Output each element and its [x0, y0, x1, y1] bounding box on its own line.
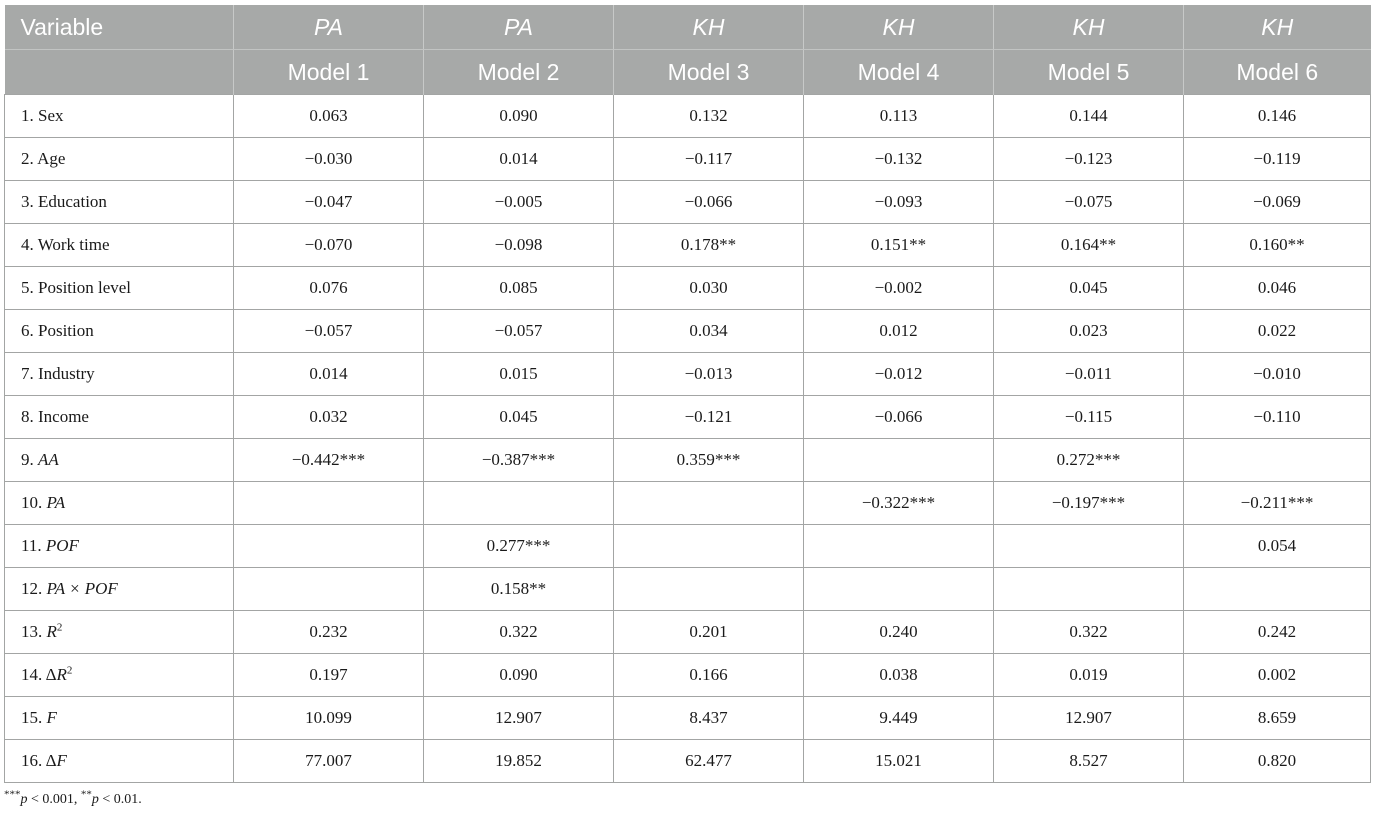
table-cell: 0.032 — [234, 396, 424, 439]
table-cell: 0.359*** — [614, 439, 804, 482]
table-cell: −0.066 — [614, 181, 804, 224]
row-variable: R — [46, 622, 57, 641]
table-cell: −0.070 — [234, 224, 424, 267]
table-cell: −0.197*** — [994, 482, 1184, 525]
table-cell: 0.090 — [424, 654, 614, 697]
table-cell: 8.437 — [614, 697, 804, 740]
table-cell — [614, 525, 804, 568]
row-number: 12. — [21, 579, 43, 598]
table-cell: −0.057 — [424, 310, 614, 353]
row-number: 5. — [21, 278, 34, 297]
table-cell: 0.322 — [424, 611, 614, 654]
row-variable: Sex — [38, 106, 64, 125]
table-cell: 8.659 — [1184, 697, 1371, 740]
header-variable: Variable — [5, 5, 234, 50]
table-cell: 0.164** — [994, 224, 1184, 267]
table-cell: 0.019 — [994, 654, 1184, 697]
table-row — [5, 353, 1371, 396]
table-cell: 0.322 — [994, 611, 1184, 654]
table-cell: 0.045 — [994, 267, 1184, 310]
row-number: 6. — [21, 321, 34, 340]
header-dv-1: PA — [234, 5, 424, 50]
table-cell: −0.119 — [1184, 138, 1371, 181]
row-number: 2. — [21, 149, 34, 168]
table-cell: 0.090 — [424, 95, 614, 138]
row-label — [5, 181, 234, 224]
table-cell: 10.099 — [234, 697, 424, 740]
table-cell: 62.477 — [614, 740, 804, 783]
row-var-prefix: Δ — [45, 751, 57, 770]
table-cell — [614, 568, 804, 611]
table-cell: 9.449 — [804, 697, 994, 740]
table-cell: −0.010 — [1184, 353, 1371, 396]
table-row — [5, 654, 1371, 697]
header-dv-5: KH — [994, 5, 1184, 50]
table-cell: 0.158** — [424, 568, 614, 611]
table-cell: −0.093 — [804, 181, 994, 224]
row-number: 8. — [21, 407, 34, 426]
header-model-3: Model 3 — [614, 50, 804, 95]
table-cell: 15.021 — [804, 740, 994, 783]
table-cell: 0.160** — [1184, 224, 1371, 267]
row-var-superscript: 2 — [56, 621, 63, 634]
footnote-p-1: p — [20, 792, 28, 807]
table-cell: 0.166 — [614, 654, 804, 697]
table-cell: 0.014 — [234, 353, 424, 396]
header-model-4: Model 4 — [804, 50, 994, 95]
table-cell: −0.030 — [234, 138, 424, 181]
row-number: 7. — [21, 364, 34, 383]
row-label — [5, 224, 234, 267]
table-cell: 0.022 — [1184, 310, 1371, 353]
row-variable: PA — [46, 493, 66, 512]
header-dv-3: KH — [614, 5, 804, 50]
table-cell: 0.034 — [614, 310, 804, 353]
table-cell: 0.030 — [614, 267, 804, 310]
table-header — [5, 5, 1371, 95]
table-cell: 0.151** — [804, 224, 994, 267]
regression-table — [4, 5, 1371, 783]
table-cell: 0.240 — [804, 611, 994, 654]
header-model-5: Model 5 — [994, 50, 1184, 95]
table-cell: 0.113 — [804, 95, 994, 138]
row-variable: Age — [37, 149, 66, 168]
table-row — [5, 482, 1371, 525]
footnote-threshold-2: < 0.01. — [98, 792, 142, 807]
table-cell: −0.075 — [994, 181, 1184, 224]
row-label — [5, 740, 234, 783]
table-body — [5, 95, 1371, 783]
row-variable: POF — [45, 536, 79, 555]
table-cell: 0.146 — [1184, 95, 1371, 138]
table-cell — [424, 482, 614, 525]
table-cell: 0.063 — [234, 95, 424, 138]
row-label — [5, 439, 234, 482]
table-cell: −0.115 — [994, 396, 1184, 439]
row-number: 16. — [21, 751, 43, 770]
row-number: 1. — [21, 106, 34, 125]
row-var-prefix: Δ — [45, 665, 57, 684]
table-cell: 0.046 — [1184, 267, 1371, 310]
row-label — [5, 525, 234, 568]
table-cell: 0.085 — [424, 267, 614, 310]
table-row — [5, 525, 1371, 568]
table-row — [5, 568, 1371, 611]
table-cell — [234, 525, 424, 568]
table-cell: 0.012 — [804, 310, 994, 353]
table-cell: −0.442*** — [234, 439, 424, 482]
table-cell: 0.197 — [234, 654, 424, 697]
table-cell — [804, 439, 994, 482]
table-cell: −0.012 — [804, 353, 994, 396]
header-model-2: Model 2 — [424, 50, 614, 95]
row-variable: R — [56, 665, 67, 684]
table-footnote — [4, 788, 142, 808]
table-cell: −0.005 — [424, 181, 614, 224]
table-cell: −0.047 — [234, 181, 424, 224]
table-cell: 77.007 — [234, 740, 424, 783]
table-row — [5, 740, 1371, 783]
row-label — [5, 138, 234, 181]
row-label — [5, 267, 234, 310]
table-cell: −0.069 — [1184, 181, 1371, 224]
header-row-models — [5, 50, 1371, 95]
row-variable: Position — [38, 321, 94, 340]
table-cell: 0.132 — [614, 95, 804, 138]
table-cell: −0.322*** — [804, 482, 994, 525]
table-cell: 12.907 — [994, 697, 1184, 740]
footnote-threshold-1: < 0.001, — [27, 792, 81, 807]
row-variable: PA × POF — [46, 579, 118, 598]
table-row — [5, 439, 1371, 482]
row-number: 4. — [21, 235, 34, 254]
header-row-dependent — [5, 5, 1371, 50]
row-number: 11. — [21, 536, 42, 555]
table-cell: −0.098 — [424, 224, 614, 267]
table-row — [5, 310, 1371, 353]
table-cell: 19.852 — [424, 740, 614, 783]
table-row — [5, 697, 1371, 740]
table-cell: 0.272*** — [994, 439, 1184, 482]
table-cell: 0.015 — [424, 353, 614, 396]
row-variable: F — [56, 751, 67, 770]
row-number: 3. — [21, 192, 34, 211]
row-var-superscript: 2 — [66, 664, 73, 677]
table-cell — [994, 525, 1184, 568]
table-cell — [234, 482, 424, 525]
header-model-1: Model 1 — [234, 50, 424, 95]
row-label — [5, 482, 234, 525]
table-cell: −0.002 — [804, 267, 994, 310]
row-variable: Position level — [38, 278, 132, 297]
row-label — [5, 611, 234, 654]
row-label — [5, 654, 234, 697]
table-cell — [804, 568, 994, 611]
table-cell: 0.076 — [234, 267, 424, 310]
table-cell: −0.117 — [614, 138, 804, 181]
table-row — [5, 138, 1371, 181]
row-label — [5, 568, 234, 611]
table-cell: 0.023 — [994, 310, 1184, 353]
row-variable: Industry — [38, 364, 95, 383]
table-cell: −0.110 — [1184, 396, 1371, 439]
table-cell: 0.144 — [994, 95, 1184, 138]
table-cell: 0.820 — [1184, 740, 1371, 783]
table-row — [5, 396, 1371, 439]
row-variable: AA — [38, 450, 59, 469]
row-variable: Work time — [37, 235, 110, 254]
table-cell — [614, 482, 804, 525]
table-cell: 8.527 — [994, 740, 1184, 783]
footnote-stars-3: *** — [4, 788, 21, 801]
table-row — [5, 267, 1371, 310]
table-row — [5, 95, 1371, 138]
row-number: 15. — [21, 708, 43, 727]
table-cell: 0.038 — [804, 654, 994, 697]
table-cell: −0.121 — [614, 396, 804, 439]
table-cell: 0.054 — [1184, 525, 1371, 568]
table-cell — [804, 525, 994, 568]
row-number: 14. — [21, 665, 43, 684]
table-cell — [1184, 439, 1371, 482]
header-dv-4: KH — [804, 5, 994, 50]
footnote-p-2: p — [91, 792, 99, 807]
table-row — [5, 181, 1371, 224]
table-cell — [994, 568, 1184, 611]
table-cell: −0.211*** — [1184, 482, 1371, 525]
table-cell: 0.002 — [1184, 654, 1371, 697]
table-cell: −0.132 — [804, 138, 994, 181]
table-row — [5, 611, 1371, 654]
row-number: 9. — [21, 450, 34, 469]
row-label — [5, 310, 234, 353]
table-row — [5, 224, 1371, 267]
table-cell: 0.232 — [234, 611, 424, 654]
header-dv-2: PA — [424, 5, 614, 50]
table-cell: −0.066 — [804, 396, 994, 439]
table-cell — [234, 568, 424, 611]
table-cell: 12.907 — [424, 697, 614, 740]
row-label — [5, 353, 234, 396]
table-cell: −0.057 — [234, 310, 424, 353]
row-variable: Education — [38, 192, 107, 211]
table-cell: 0.014 — [424, 138, 614, 181]
table-cell: 0.178** — [614, 224, 804, 267]
table-cell: 0.242 — [1184, 611, 1371, 654]
row-variable: F — [46, 708, 57, 727]
table-cell: −0.011 — [994, 353, 1184, 396]
header-model-6: Model 6 — [1184, 50, 1371, 95]
table-cell — [1184, 568, 1371, 611]
row-label — [5, 396, 234, 439]
table-cell: 0.045 — [424, 396, 614, 439]
row-variable: Income — [38, 407, 89, 426]
header-empty — [5, 50, 234, 95]
table-cell: −0.123 — [994, 138, 1184, 181]
row-label — [5, 697, 234, 740]
table-cell: −0.387*** — [424, 439, 614, 482]
row-number: 10. — [21, 493, 43, 512]
header-dv-6: KH — [1184, 5, 1371, 50]
row-label — [5, 95, 234, 138]
table-cell: 0.201 — [614, 611, 804, 654]
table-cell: −0.013 — [614, 353, 804, 396]
row-number: 13. — [21, 622, 43, 641]
footnote-stars-2: ** — [80, 788, 92, 801]
table-cell: 0.277*** — [424, 525, 614, 568]
